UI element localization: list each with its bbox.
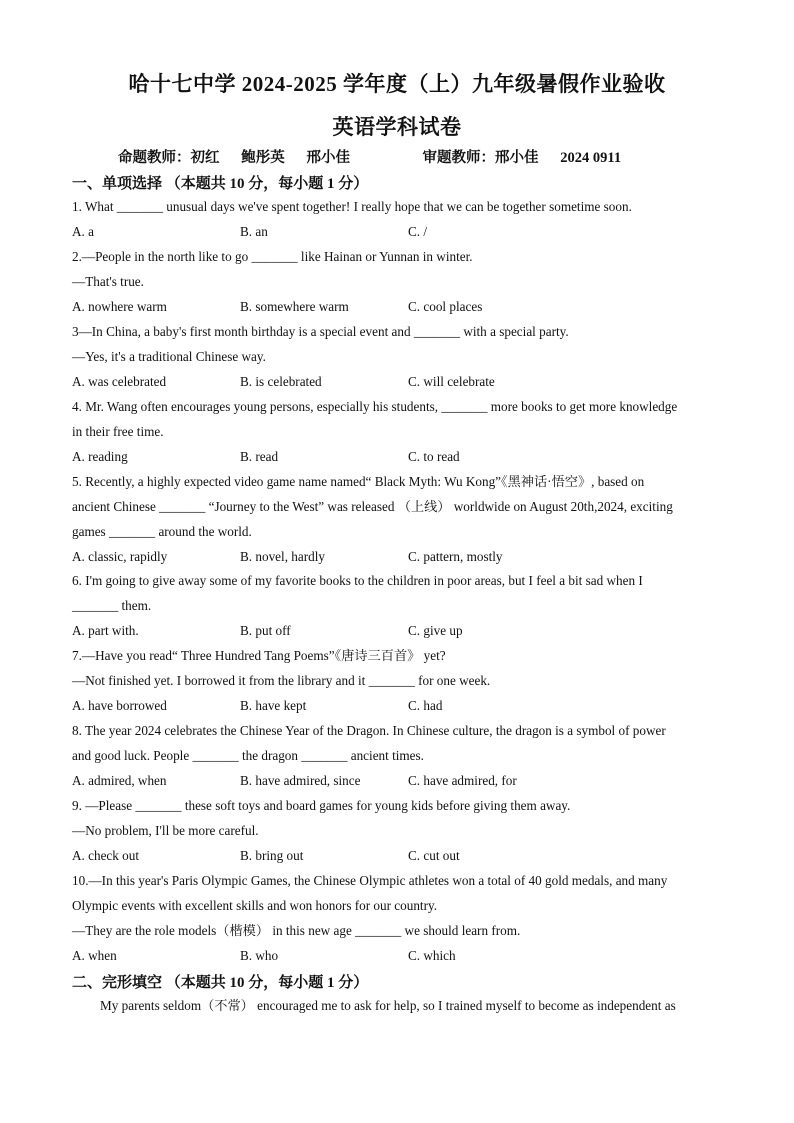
question-line: 3—In China, a baby's first month birthday is a special event and _______ with a special party. xyxy=(72,324,569,339)
question-line: 4. Mr. Wang often encourages young persons, especially his students, _______ more books to get more knowledge xyxy=(72,399,678,414)
option-a: A. admired, when xyxy=(72,773,167,788)
option-a: A. check out xyxy=(72,848,140,863)
section2-heading: 二、完形填空 （本题共 10 分，每小题 1 分） xyxy=(72,975,369,991)
option-b: B. bring out xyxy=(240,848,304,863)
option-c: C. have admired, for xyxy=(408,773,517,788)
option-b: B. have admired, since xyxy=(240,773,361,788)
option-a: A. have borrowed xyxy=(72,698,167,713)
option-a: A. part with. xyxy=(72,623,139,638)
question-line: ancient Chinese _______ “Journey to the West” was released （上线） worldwide on August 20th,2024, exciting xyxy=(72,499,673,514)
option-b: B. somewhere warm xyxy=(240,299,349,314)
option-a: A. nowhere warm xyxy=(72,299,167,314)
question-line: in their free time. xyxy=(72,424,164,439)
question-line: 5. Recently, a highly expected video game name named“ Black Myth: Wu Kong”《黑神话·悟空》, based on xyxy=(72,474,645,489)
option-b: B. novel, hardly xyxy=(240,549,325,564)
option-c: C. had xyxy=(408,698,443,713)
option-b: B. put off xyxy=(240,623,291,638)
option-b: B. an xyxy=(240,224,268,239)
option-a: A. classic, rapidly xyxy=(72,549,168,564)
exam-subtitle: 英语学科试卷 xyxy=(332,115,462,139)
question-line: 9. —Please _______ these soft toys and board games for young kids before giving them away. xyxy=(72,798,571,813)
option-c: C. / xyxy=(408,224,428,239)
passage-line: My parents seldom（不常） encouraged me to ask for help, so I trained myself to become as independent as xyxy=(100,998,676,1013)
option-a: A. reading xyxy=(72,449,128,464)
option-c: C. pattern, mostly xyxy=(408,549,503,564)
exam-title: 哈十七中学 2024-2025 学年度（上）九年级暑假作业验收 xyxy=(128,72,666,96)
teachers-line: 命题教师：初红 鲍彤英 邢小佳 审题教师：邢小佳 2024 0911 xyxy=(118,150,622,166)
question-line: games _______ around the world. xyxy=(72,524,252,539)
option-a: A. was celebrated xyxy=(72,374,167,389)
option-b: B. have kept xyxy=(240,698,307,713)
question-line: 10.—In this year's Paris Olympic Games, the Chinese Olympic athletes won a total of 40 gold medals, and many xyxy=(72,873,668,888)
option-a: A. a xyxy=(72,224,94,239)
option-c: C. will celebrate xyxy=(408,374,495,389)
question-line: —Not finished yet. I borrowed it from the library and it _______ for one week. xyxy=(72,673,491,688)
question-line: _______ them. xyxy=(72,598,152,613)
option-c: C. which xyxy=(408,948,456,963)
question-line: 1. What _______ unusual days we've spent together! I really hope that we can be together sometime soon. xyxy=(72,199,632,214)
option-b: B. is celebrated xyxy=(240,374,322,389)
option-c: C. cool places xyxy=(408,299,483,314)
question-line: —Yes, it's a traditional Chinese way. xyxy=(72,349,266,364)
question-line: —No problem, I'll be more careful. xyxy=(72,823,259,838)
option-a: A. when xyxy=(72,948,117,963)
question-line: 6. I'm going to give away some of my favorite books to the children in poor areas, but I feel a bit sad when I xyxy=(72,573,643,588)
question-line: Olympic events with excellent skills and won honors for our country. xyxy=(72,898,438,913)
section1-heading: 一、单项选择 （本题共 10 分，每小题 1 分） xyxy=(72,176,369,192)
question-line: 8. The year 2024 celebrates the Chinese Year of the Dragon. In Chinese culture, the dragon is a symbol of power xyxy=(72,723,666,738)
question-line: 7.—Have you read“ Three Hundred Tang Poems”《唐诗三百首》 yet? xyxy=(72,648,446,663)
option-b: B. who xyxy=(240,948,279,963)
question-line: and good luck. People _______ the dragon _______ ancient times. xyxy=(72,748,424,763)
option-c: C. give up xyxy=(408,623,463,638)
option-c: C. cut out xyxy=(408,848,460,863)
question-line: 2.—People in the north like to go _______ like Hainan or Yunnan in winter. xyxy=(72,249,473,264)
option-c: C. to read xyxy=(408,449,460,464)
question-line: —They are the role models（楷模） in this new age _______ we should learn from. xyxy=(72,923,521,938)
option-b: B. read xyxy=(240,449,279,464)
question-line: —That's true. xyxy=(72,274,144,289)
